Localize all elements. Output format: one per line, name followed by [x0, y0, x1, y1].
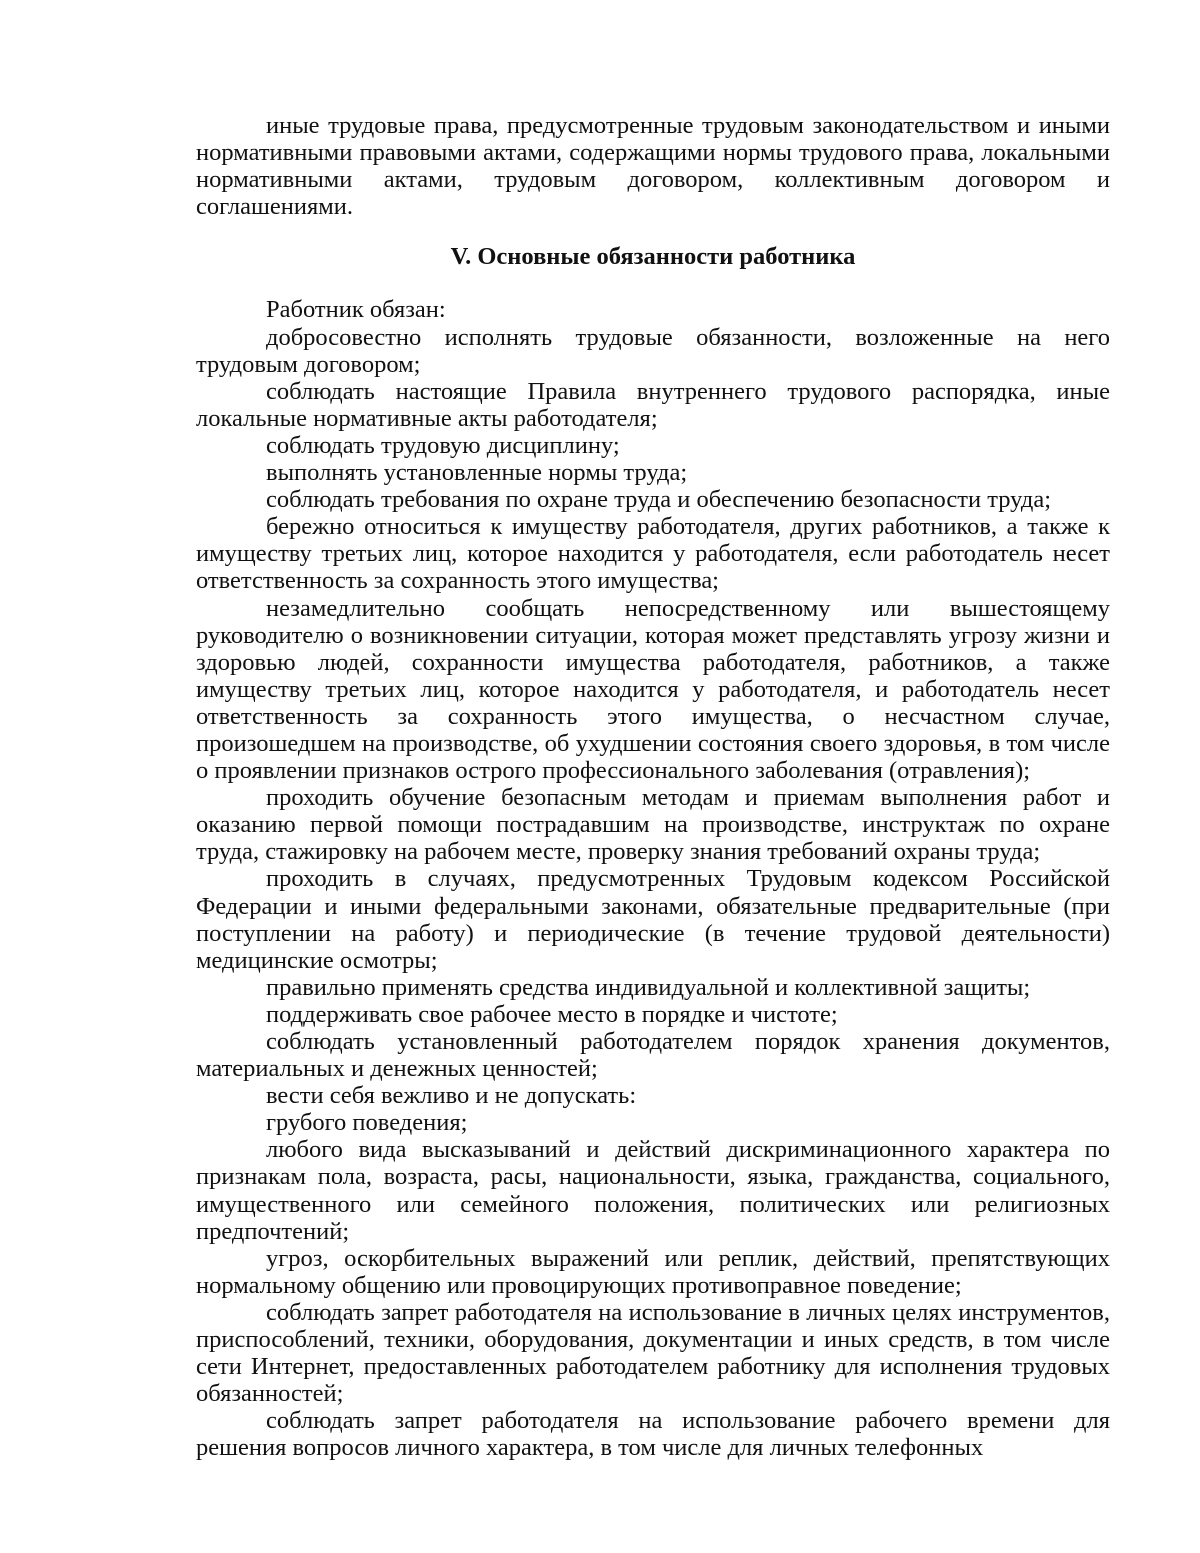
paragraph-duty: бережно относиться к имуществу работодателя, других работников, а также к имуществу третьих лиц, которое находится у работодателя, если работодатель несет ответственность за сохранность этого имущества;	[196, 513, 1110, 595]
paragraph-duty: соблюдать установленный работодателем порядок хранения документов, материальных и денежных ценностей;	[196, 1028, 1110, 1083]
paragraph-duty: выполнять установленные нормы труда;	[266, 459, 688, 487]
intro-paragraph: иные трудовые права, предусмотренные трудовым законодательством и иными нормативными правовыми актами, содержащими нормы трудового права, локальными нормативными актами, трудовым договором, коллективным договором и соглашениями.	[196, 112, 1110, 221]
paragraph-duty: вести себя вежливо и не допускать:	[266, 1082, 637, 1110]
paragraph-duty: незамедлительно сообщать непосредственному или вышестоящему руководителю о возникновении ситуации, которая может представлять угрозу жизни и здоровью людей, сохранности имущества работодателя, работников, а также имуществу третьих лиц, которое находится у работодателя, и работодатель несет ответственность за сохранность этого имущества, о несчастном случае, произошедшем на производстве, об ухудшении состояния своего здоровья, в том числе о проявлении признаков острого профессионального заболевания (отравления);	[196, 594, 1110, 785]
paragraph-duty: проходить в случаях, предусмотренных Трудовым кодексом Российской Федерации и иными федеральными законами, обязательные предварительные (при поступлении на работу) и периодические (в течение трудовой деятельности) медицинские осмотры;	[196, 865, 1110, 974]
document-body	[196, 112, 1110, 1462]
duties-list	[196, 296, 1110, 1461]
paragraph-duty: добросовестно исполнять трудовые обязанности, возложенные на него трудовым договором;	[196, 323, 1110, 378]
paragraph-duty: соблюдать требования по охране труда и обеспечению безопасности труда;	[266, 486, 1052, 514]
paragraph-duty: соблюдать запрет работодателя на использование в личных целях инструментов, приспособлений, техники, оборудования, документации и иных средств, в том числе сети Интернет, предоставленных работодателем работнику для исполнения трудовых обязанностей;	[196, 1298, 1110, 1408]
paragraph-duty: проходить обучение безопасным методам и приемам выполнения работ и оказанию первой помощи пострадавшим на производстве, инструктаж по охране труда, стажировку на рабочем месте, проверку знания требований охраны труда;	[196, 784, 1110, 866]
paragraph-subduty: угроз, оскорбительных выражений или реплик, действий, препятствующих нормальному общению или провоцирующих противоправное поведение;	[196, 1244, 1110, 1299]
paragraph-intro-employee-obliged: Работник обязан:	[266, 296, 446, 324]
paragraph-duty: соблюдать запрет работодателя на использование рабочего времени для решения вопросов личного характера, в том числе для личных телефонных	[196, 1407, 1110, 1462]
paragraph-duty: соблюдать трудовую дисциплину;	[266, 431, 620, 459]
paragraph-duty: соблюдать настоящие Правила внутреннего трудового распорядка, иные локальные нормативные акты работодателя;	[196, 377, 1110, 432]
paragraph-duty: правильно применять средства индивидуальной и коллективной защиты;	[266, 973, 1031, 1001]
paragraph-duty: поддерживать свое рабочее место в порядке и чистоте;	[266, 1000, 838, 1028]
section-heading: V. Основные обязанности работника	[450, 243, 856, 271]
paragraph-subduty: любого вида высказываний и действий дискриминационного характера по признакам пола, возраста, расы, национальности, языка, гражданства, социального, имущественного или семейного положения, политических или религиозных предпочтений;	[196, 1136, 1110, 1245]
paragraph-subduty: грубого поведения;	[266, 1109, 468, 1137]
